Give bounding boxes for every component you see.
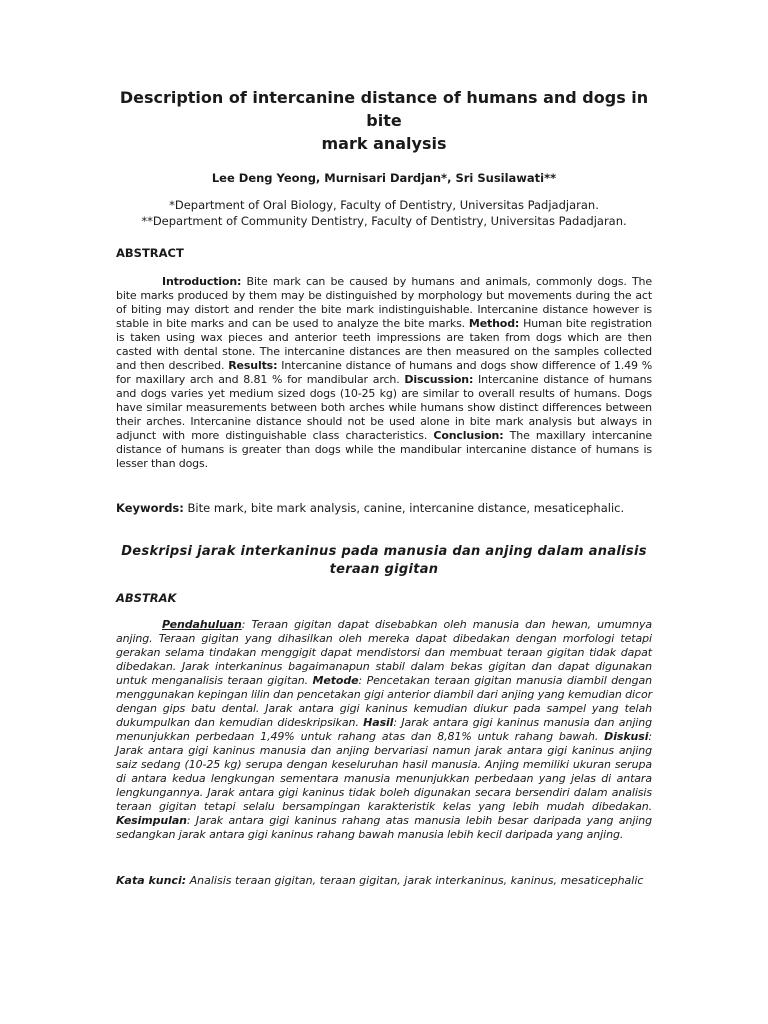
affiliations	[100, 197, 668, 229]
abstract-results-label: Results:	[228, 359, 278, 372]
abstrak-method-label: Metode	[312, 674, 359, 687]
abstract-method-text: Human bite registration is taken using wax pieces and anterior teeth impressions are taken from dogs which are then casted with dental stone. The intercanine distances are then measured on the samples collected and then described.	[116, 317, 652, 372]
indonesian-title	[100, 543, 668, 579]
abstract-intro-text: Bite mark can be caused by humans and animals, commonly dogs. The bite marks produced by them may be distinguished by morphology but movements during the act of biting may distort and render the bite mark indistinguishable. Intercanine distance however is stable in bite marks and can be used to analyze the bite marks.	[116, 275, 652, 330]
affiliation-2: **Department of Community Dentistry, Faculty of Dentistry, Universitas Padadjaran.	[141, 214, 627, 228]
abstrak-method-text: : Pencetakan teraan gigitan manusia diambil dengan menggunakan kepingan lilin dan pencetakan gigi anterior diambil dari anjing yang kemudian dicor dengan gips batu dental. Jarak antara gigi kaninus kemudian diukur pada sampel yang telah dukumpulkan dan kemudian dideskripsikan.	[116, 674, 652, 729]
abstrak-intro-text: : Teraan gigitan dapat disebabkan oleh manusia dan hewan, umumnya anjing. Teraan gigitan yang dihasilkan oleh mereka dapat dibedakan dengan morfologi tetapi gerakan selama tindakan menggigit dapat mendistorsi dan membuat teraan gigitan tidak dapat dibedakan. Jarak interkaninus bagaimanapun stabil dalam bekas gigitan dan dapat digunakan untuk menganalisis teraan gigitan.	[116, 618, 652, 687]
abstract-discussion-label: Discussion:	[404, 373, 474, 386]
paper-title-line-2: mark analysis	[321, 134, 447, 153]
abstrak-heading: ABSTRAK	[116, 591, 177, 605]
abstrak-results-label: Hasil	[363, 716, 394, 729]
author-list: Lee Deng Yeong, Murnisari Dardjan*, Sri Susilawati**	[211, 171, 557, 185]
paper-title	[100, 86, 668, 155]
abstrak-body	[116, 618, 652, 842]
abstrak-results-text: : Jarak antara gigi kaninus manusia dan anjing menunjukkan perbedaan 1,49% untuk rahang atas dan 8,81% untuk rahang bawah.	[116, 716, 652, 743]
abstrak-conclusion-label: Kesimpulan	[116, 814, 187, 827]
abstract-conclusion-label: Conclusion:	[433, 429, 504, 442]
abstrak-conclusion-text: : Jarak antara gigi kaninus rahang atas manusia lebih besar daripada yang anjing sedangkan jarak antara gigi kaninus rahang bawah manusia lebih kecil daripada yang anjing.	[116, 814, 652, 841]
keywords	[116, 500, 652, 516]
paper-title-line-1: Description of intercanine distance of humans and dogs in bite	[119, 88, 649, 130]
keywords-text: Bite mark, bite mark analysis, canine, intercanine distance, mesaticephalic.	[183, 501, 625, 515]
kata-kunci-label: Kata kunci:	[116, 874, 187, 887]
abstract-body	[116, 275, 652, 471]
abstract-discussion-text: Intercanine distance of humans and dogs varies yet medium sized dogs (10-25 kg) are similar to overall results of humans. Dogs have similar measurements between both arches while humans show distinct differences between their arches. Intercanine distance should not be used alone in bite mark analysis but always in adjunct with more distinguishable class characteristics.	[116, 373, 652, 442]
abstrak-discussion-label: Diskusi	[604, 730, 649, 743]
abstract-heading: ABSTRACT	[116, 246, 184, 260]
kata-kunci	[116, 874, 652, 888]
abstrak-intro-label: Pendahuluan	[162, 618, 242, 631]
abstract-intro-label: Introduction:	[162, 275, 242, 288]
abstract-results-text: Intercanine distance of humans and dogs show difference of 1.49 % for maxillary arch and 8.81 % for mandibular arch.	[116, 359, 652, 386]
abstract-conclusion-text: The maxillary intercanine distance of humans is greater than dogs while the mandibular intercanine distance of humans is lesser than dogs.	[116, 429, 652, 470]
indonesian-title-line-2: teraan gigitan	[329, 562, 439, 577]
indonesian-title-line-1: Deskripsi jarak interkaninus pada manusia dan anjing dalam analisis	[121, 544, 647, 559]
keywords-label: Keywords:	[116, 501, 184, 515]
kata-kunci-text: Analisis teraan gigitan, teraan gigitan, jarak interkaninus, kaninus, mesaticephalic	[186, 874, 644, 887]
abstract-method-label: Method:	[468, 317, 520, 330]
affiliation-1: *Department of Oral Biology, Faculty of Dentistry, Universitas Padjadjaran.	[169, 198, 599, 212]
abstrak-discussion-text: : Jarak antara gigi kaninus manusia dan anjing bervariasi namun jarak antara gigi kaninus anjing saiz sedang (10-25 kg) serupa dengan keseluruhan hasil manusia. Anjing memiliki ukuran serupa di antara kedua lengkungan sementara manusia menunjukkan perbedaan yang jelas di antara lengkungannya. Jarak antara gigi kaninus tidak boleh digunakan secara bersendiri dalam analisis teraan gigitan tetapi selalu bersampingan karakteristik kelas yang lebih mudah dibedakan.	[116, 730, 652, 813]
